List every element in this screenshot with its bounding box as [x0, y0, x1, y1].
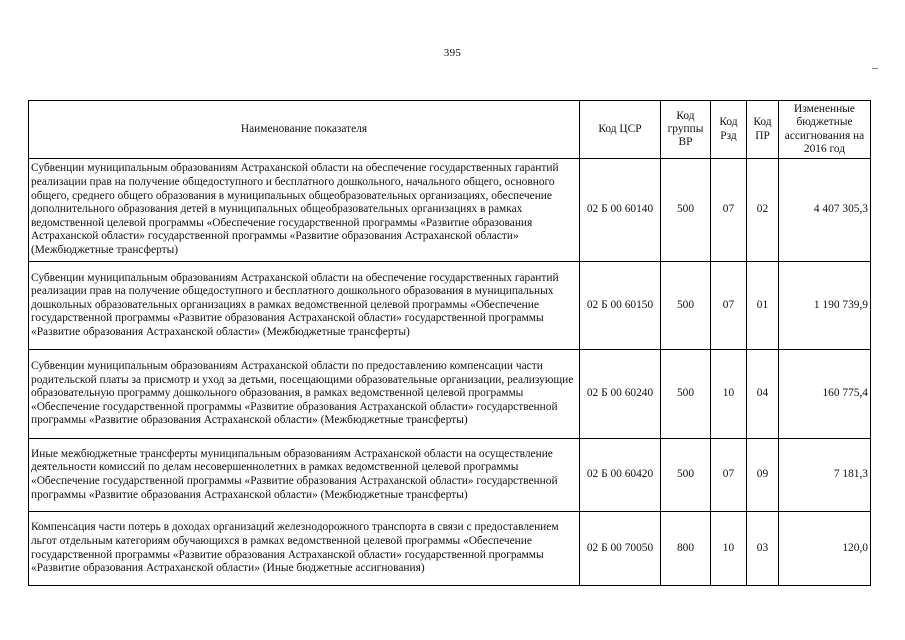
row-csr: 02 Б 00 60140 [580, 159, 661, 262]
row-name: Субвенции муниципальным образованиям Астраханской области на обеспечение государственных гарантий реализации прав на получение общедоступного и бесплатного дошкольного образования в муниципальных дошкольных образовательных организациях в рамках ведомственной целевой программы «Обеспечение государственной программы «Развитие образования Астраханской области» государственной программы «Развитие образования Астраханской области» (Межбюджетные трансферты) [29, 262, 580, 350]
row-pr: 04 [747, 350, 779, 439]
table-body [29, 159, 871, 586]
table-row [29, 512, 871, 586]
header-vr: Код группы ВР [661, 101, 711, 159]
row-vr: 500 [661, 159, 711, 262]
row-vr: 500 [661, 350, 711, 439]
header-row [29, 101, 871, 159]
row-pr: 01 [747, 262, 779, 350]
table-row [29, 439, 871, 512]
row-amount: 1 190 739,9 [779, 262, 871, 350]
row-pr: 02 [747, 159, 779, 262]
row-name: Иные межбюджетные трансферты муниципальным образованиям Астраханской области на осуществление деятельности комиссий по делам несовершеннолетних в рамках ведомственной целевой программы «Обеспечение государственной программы «Развитие образования Астраханской области» государственной программы «Развитие образования Астраханской области» (Межбюджетные трансферты) [29, 439, 580, 512]
row-vr: 800 [661, 512, 711, 586]
row-vr: 500 [661, 262, 711, 350]
table-row [29, 159, 871, 262]
row-csr: 02 Б 00 70050 [580, 512, 661, 586]
header-csr: Код ЦСР [580, 101, 661, 159]
row-rzd: 07 [711, 262, 747, 350]
row-rzd: 10 [711, 512, 747, 586]
row-amount: 7 181,3 [779, 439, 871, 512]
row-name: Компенсация части потерь в доходах организаций железнодорожного транспорта в связи с предоставлением льгот отдельным категориям обучающихся в рамках ведомственной целевой программы «Обеспечение государственной программы «Развитие образования Астраханской области» государственной программы «Развитие образования Астраханской области» (Иные бюджетные ассигнования) [29, 512, 580, 586]
row-amount: 120,0 [779, 512, 871, 586]
row-name: Субвенции муниципальным образованиям Астраханской области по предоставлению компенсации части родительской платы за присмотр и уход за детьми, посещающими образовательные организации, реализующие образовательную программу дошкольного образования, в рамках ведомственной целевой программы «Обеспечение государственной программы «Развитие образования Астраханской области» государственной программы «Развитие образования Астраханской области» (Межбюджетные трансферты) [29, 350, 580, 439]
row-amount: 160 775,4 [779, 350, 871, 439]
page-number: 395 [443, 47, 462, 59]
row-name: Субвенции муниципальным образованиям Астраханской области на обеспечение государственных гарантий реализации прав на получение общедоступного и бесплатного дошкольного, начального общего, основного общего, среднего общего образования в муниципальных общеобразовательных организациях, обеспечение дополнительного образования детей в муниципальных общеобразовательных организациях в рамках ведомственной целевой программы «Обеспечение государственной программы «Развитие образования Астраханской области» государственной программы «Развитие образования Астраханской области» (Межбюджетные трансферты) [29, 159, 580, 262]
row-amount: 4 407 305,3 [779, 159, 871, 262]
budget-table [28, 100, 871, 586]
table-header [29, 101, 871, 159]
header-name: Наименование показателя [29, 101, 580, 159]
row-pr: 09 [747, 439, 779, 512]
table-row [29, 262, 871, 350]
table-row [29, 350, 871, 439]
row-rzd: 10 [711, 350, 747, 439]
row-rzd: 07 [711, 159, 747, 262]
row-csr: 02 Б 00 60420 [580, 439, 661, 512]
header-pr: Код ПР [747, 101, 779, 159]
row-rzd: 07 [711, 439, 747, 512]
row-pr: 03 [747, 512, 779, 586]
header-rzd: Код Рзд [711, 101, 747, 159]
row-csr: 02 Б 00 60240 [580, 350, 661, 439]
row-csr: 02 Б 00 60150 [580, 262, 661, 350]
header-amount: Измененные бюджетные ассигнования на 2016 год [779, 101, 871, 159]
row-vr: 500 [661, 439, 711, 512]
scan-mark [872, 68, 878, 69]
